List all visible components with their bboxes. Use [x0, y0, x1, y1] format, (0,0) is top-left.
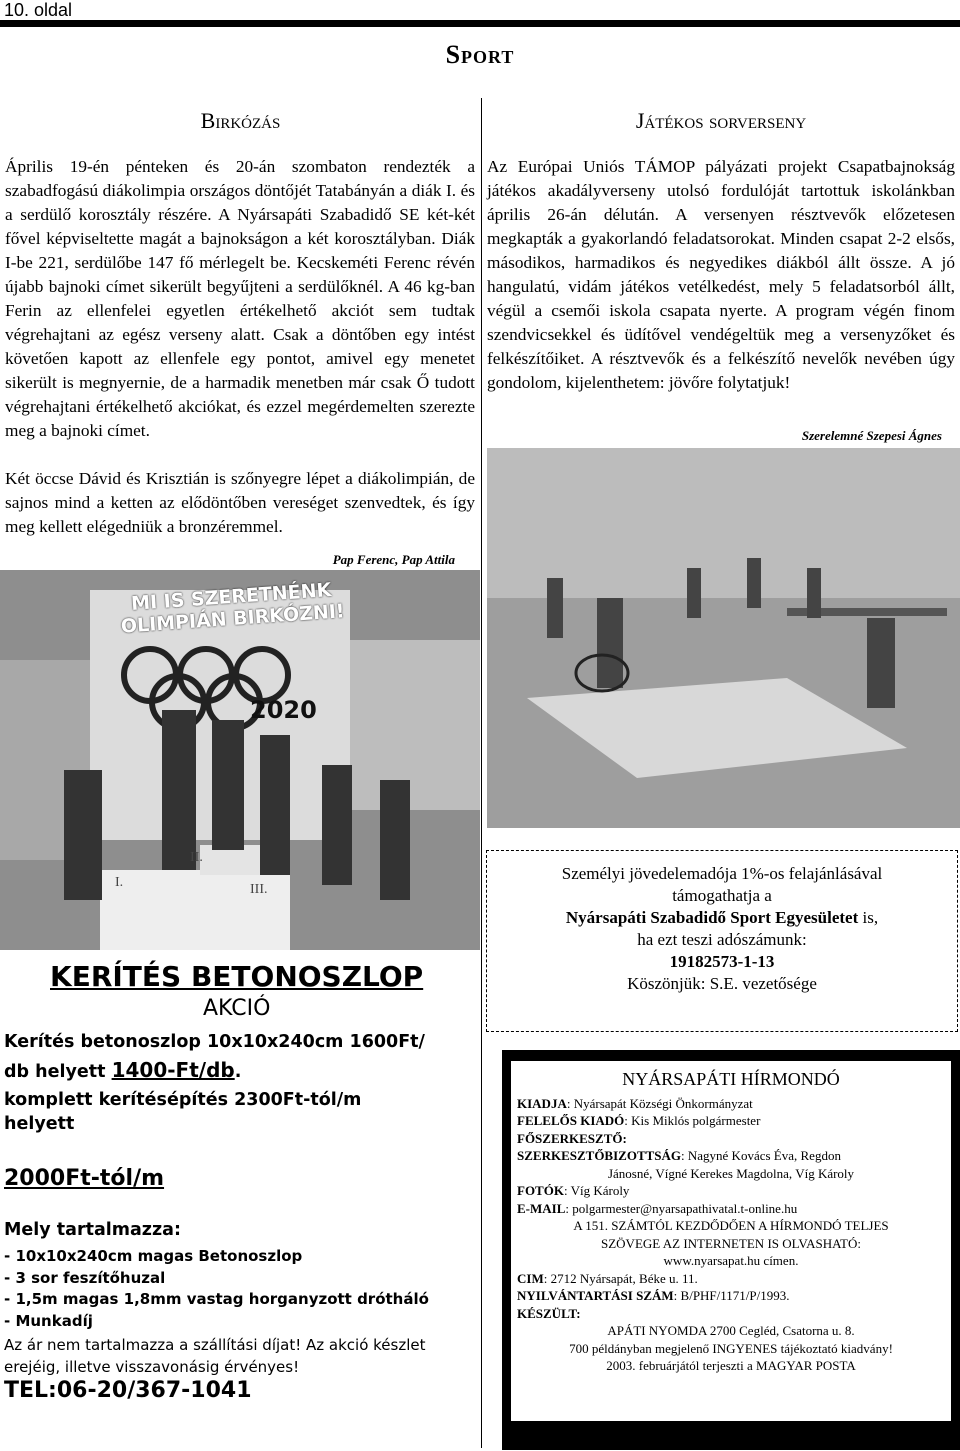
ad-phone: TEL:06-20/367-1041 [4, 1378, 252, 1403]
ad-line-2 [4, 1058, 241, 1082]
masthead-copies: 700 példányban megjelenő INGYENES tájékoztató kiadvány! [569, 1340, 893, 1356]
column-divider [481, 98, 482, 1448]
donation-line-3 [487, 907, 957, 929]
masthead-title: NYÁRSAPÁTI HÍRMONDÓ [622, 1069, 840, 1089]
masthead-online-3: www.nyarsapat.hu címen. [663, 1253, 799, 1268]
photo-banner: MI IS SZERETNÉNK OLIMPIÁN BIRKÓZNI! [120, 579, 346, 638]
donation-line-2: támogathatja a [672, 886, 772, 905]
ad-contains: Mely tartalmazza: [4, 1220, 181, 1240]
podium-place-1: I. [115, 875, 124, 890]
club-name: Nyársapáti Szabadidő Sport Egyesületet [565, 908, 859, 927]
ad-line-3: komplett kerítésépítés 2300Ft-tól/m [4, 1090, 362, 1110]
ad-items [4, 1246, 429, 1332]
ad-line-2-start: db helyett [4, 1062, 112, 1082]
masthead-registration: NYILVÁNTARTÁSI SZÁM: B/PHF/1171/P/1993. [517, 1288, 790, 1303]
masthead-board: SZERKESZTŐBIZOTTSÁG: Nagyné Kovács Éva, Regdon [517, 1148, 841, 1163]
masthead-address: CIM: 2712 Nyársapát, Béke u. 11. [517, 1270, 698, 1286]
masthead-photos: FOTÓK: Víg Károly [517, 1183, 630, 1198]
podium-place-2: II. [190, 850, 203, 865]
game-author: Szerelemné Szepesi Ágnes [801, 428, 942, 443]
tax-number: 19182573-1-13 [669, 952, 775, 971]
ad-price: 2000Ft-tól/m [4, 1166, 165, 1191]
masthead-made: KÉSZÜLT: [517, 1305, 581, 1321]
ad-subtitle: AKCIÓ [203, 996, 271, 1021]
game-title: Játékos sorverseny [635, 108, 807, 133]
ad-line-1: Kerítés betonoszlop 10x10x240cm 1600Ft/ [4, 1032, 425, 1052]
masthead-editor: FŐSZERKESZTŐ: [517, 1130, 627, 1146]
wrestling-photo [0, 570, 480, 950]
masthead [511, 1061, 951, 1421]
ad-line-2-end: . [234, 1062, 242, 1082]
ad-line-4: helyett [4, 1114, 75, 1134]
masthead-online-2: SZÖVEGE AZ INTERNETEN IS OLVASHATÓ: [601, 1235, 861, 1251]
section-title: Sport [445, 40, 515, 69]
donation-line-3-tail: is, [858, 908, 879, 927]
ad-item: - 10x10x240cm magas Betonoszlop [4, 1247, 303, 1265]
donation-line-1: Személyi jövedelemadója 1%-os felajánlásával [561, 864, 883, 883]
top-rule [0, 20, 960, 27]
donation-box [486, 850, 958, 1032]
ad-note-2: erejéig, illetve visszavonásig érvényes! [4, 1358, 300, 1376]
masthead-since: 2003. februárjától terjeszti a MAGYAR POSTA [606, 1358, 856, 1373]
fence-ad [0, 958, 481, 1448]
ad-item: - 1,5m magas 1,8mm vastag horganyzott drótháló [4, 1290, 429, 1308]
masthead-board-2: Jánosné, Vígné Kerekes Magdolna, Víg Károly [607, 1165, 855, 1181]
wrestling-author: Pap Ferenc, Pap Attila [332, 552, 455, 567]
ad-note [4, 1334, 426, 1378]
masthead-online-1: A 151. SZÁMTÓL KEZDŐDŐEN A HÍRMONDÓ TELJES [573, 1218, 889, 1233]
ad-item: - Munkadíj [4, 1311, 93, 1330]
donation-line-4: ha ezt teszi adószámunk: [637, 930, 807, 949]
wrestling-body-2: Két öccse Dávid és Krisztián is szőnyegre lépet a diákolimpián, de sajnos mind a ketten az elődöntőben vereséget szenvedtek, és így meg kellett elégedniük a bronzéremmel. [5, 469, 475, 536]
masthead-responsible: FELELŐS KIADÓ: Kis Miklós polgármester [517, 1113, 761, 1128]
wrestling-body: Április 19-én pénteken és 20-án szombaton rendezték a szabadfogású diákolimpia országos döntőjét Tatabányán a diák I. és a serdülő korosztály részére. A Nyársapáti Szabadidő SE két-két fővel képviseltette magát a bajnokságon a két korosztályban. Diák I-be 221, serdülőbe 147 fő mérlegelt be. Kecskeméti Ferenc révén újabb bajnoki címet sikerült begyűjteni a serdülőknél. A 46 kg-ban Ferin az ellenfelei egyetlen értékelhető akciót sem tudtak végrehajtani az egész verseny alatt. Csak a döntőben egy intést követően kapott az ellenfele egy pontot, amivel egy menetet sikerült is megnyernie, de a harmadik menetben már csak Ő tudott végrehajtani értékelhető akciókat, és ezzel megérdemelten szerezte meg a bajnoki címet. [5, 157, 475, 440]
ad-item: - 3 sor feszítőhuzal [4, 1268, 166, 1287]
masthead-email: E-MAIL: polgarmester@nyarsapathivatal.t-online.hu [517, 1200, 798, 1216]
photo-year: 2020 [250, 696, 317, 724]
game-photo [487, 448, 960, 828]
ad-discount-price: 1400-Ft/db [111, 1058, 235, 1082]
ad-note-1: Az ár nem tartalmazza a szállítási díjat! Az akció készlet [4, 1336, 426, 1354]
ad-title: KERÍTÉS BETONOSZLOP [50, 960, 424, 993]
podium-place-3: III. [250, 882, 268, 897]
masthead-printer: APÁTI NYOMDA 2700 Cegléd, Csatorna u. 8. [607, 1323, 855, 1338]
masthead-publisher: KIADJA: Nyársapát Községi Önkormányzat [517, 1095, 753, 1111]
donation-line-6: Köszönjük: S.E. vezetősége [627, 974, 817, 993]
game-body: Az Európai Uniós TÁMOP pályázati projekt Csapatbajnokság játékos akadályverseny utolsó fordulóját tartottuk iskolánkban április 26-án délután. A versenyen résztvevők előzetesen megkapták a gyakorlandó feladatsorokat. Minden csapat 2-2 elsős, másodikos, harmadikos és negyedikes diákból állt össze. A jó hangulatú, vidám játékos vetélkedést, mely 5 feladatsorból állt, végül a csemői iskola csapata nyerte. A program végén finom szendvicsekkel és üdítővel vendégeltük meg a versenyzőket és felkészítőiket. A résztvevők és a felkészítő nevelők nevében úgy gondolom, kijelenthetem: jövőre folytatjuk! [487, 157, 955, 392]
page-number: 10. oldal [4, 0, 73, 20]
wrestling-title: Birkózás [200, 108, 281, 133]
